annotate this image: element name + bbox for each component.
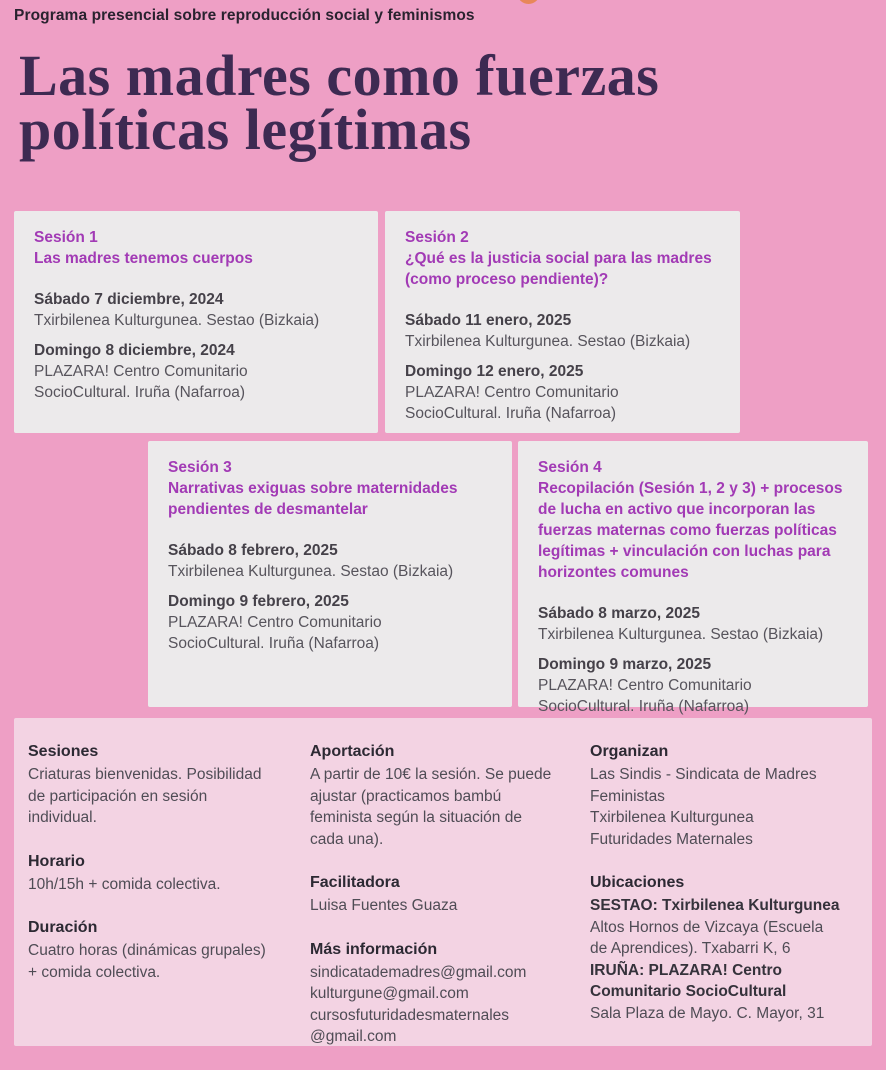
info-column-2 — [310, 741, 580, 1070]
info-column-1 — [28, 741, 300, 1070]
session-2-label: Sesión 2 — [405, 229, 469, 246]
page-title — [19, 43, 660, 162]
info-body: Criaturas bienvenidas. Posibilidad de participación en sesión individual. — [28, 766, 262, 826]
event-venue: PLAZARA! Centro Comunitario SocioCultural. Iruña (Nafarroa) — [538, 677, 752, 715]
info-block-horario — [28, 851, 300, 896]
info-block-facilitadora — [310, 872, 580, 917]
session-4-event-1 — [538, 603, 848, 645]
info-heading: Organizan — [590, 743, 669, 760]
event-venue: Txirbilenea Kulturgunea. Sestao (Bizkaia) — [34, 312, 320, 329]
session-card-2 — [385, 211, 740, 433]
info-body: Cuatro horas (dinámicas grupales) + comida colectiva. — [28, 942, 266, 981]
ubicacion-iruna-name: IRUÑA: PLAZARA! Centro Comunitario SocioCultural — [590, 961, 787, 1000]
session-3-event-1 — [168, 540, 492, 582]
info-body: A partir de 10€ la sesión. Se puede ajustar (practicamos bambú feminista según la situación de cada una). — [310, 766, 552, 848]
info-body: 10h/15h + comida colectiva. — [28, 875, 221, 893]
session-3-event-2 — [168, 591, 492, 654]
page-title-line-2: políticas legítimas — [19, 97, 472, 162]
event-date: Domingo 9 febrero, 2025 — [168, 593, 349, 610]
session-card-1 — [14, 211, 378, 433]
session-1-title: Las madres tenemos cuerpos — [34, 250, 253, 267]
session-3-label: Sesión 3 — [168, 459, 232, 476]
event-date: Sábado 8 marzo, 2025 — [538, 605, 700, 622]
event-date: Domingo 9 marzo, 2025 — [538, 656, 712, 673]
info-block-ubicaciones — [590, 872, 858, 1024]
event-venue: PLAZARA! Centro Comunitario SocioCultural. Iruña (Nafarroa) — [405, 384, 619, 422]
session-4-label: Sesión 4 — [538, 459, 602, 476]
info-heading: Más información — [310, 940, 438, 958]
session-3-title: Narrativas exiguas sobre maternidades pendientes de desmantelar — [168, 480, 458, 518]
event-venue: Txirbilenea Kulturgunea. Sestao (Bizkaia) — [538, 626, 824, 643]
session-1-label: Sesión 1 — [34, 229, 98, 246]
session-4-event-2 — [538, 654, 848, 717]
ubicacion-iruna-address: Sala Plaza de Mayo. C. Mayor, 31 — [590, 1004, 825, 1022]
event-date: Sábado 11 enero, 2025 — [405, 312, 572, 329]
info-block-sesiones — [28, 741, 300, 829]
session-1-event-2 — [34, 340, 358, 403]
session-2-title: ¿Qué es la justicia social para las madres (como proceso pendiente)? — [405, 250, 712, 288]
info-body: Luisa Fuentes Guaza — [310, 897, 458, 914]
info-body: Las Sindis - Sindicata de Madres Feministas Txirbilenea Kulturgunea Futuridades Maternales — [590, 766, 817, 848]
event-date: Sábado 7 diciembre, 2024 — [34, 291, 224, 308]
event-date: Sábado 8 febrero, 2025 — [168, 542, 338, 559]
info-block-aportacion — [310, 741, 580, 850]
info-block-organizan — [590, 741, 858, 850]
session-card-4 — [518, 441, 868, 715]
info-heading: Facilitadora — [310, 874, 400, 891]
orange-dot-decoration — [517, 0, 540, 4]
session-1-event-1 — [34, 289, 358, 331]
info-block-duracion — [28, 917, 300, 983]
info-heading: Horario — [28, 852, 85, 870]
event-venue: PLAZARA! Centro Comunitario SocioCultural. Iruña (Nafarroa) — [168, 614, 382, 652]
session-card-3 — [148, 441, 512, 707]
event-date: Domingo 12 enero, 2025 — [405, 363, 584, 380]
page-title-line-1: Las madres como fuerzas — [19, 43, 660, 108]
ubicacion-sestao-name: SESTAO: Txirbilenea Kulturgunea — [590, 897, 840, 914]
ubicacion-sestao-address: Altos Hornos de Vizcaya (Escuela de Aprendices). Txabarri K, 6 — [590, 918, 824, 957]
info-block-mas-informacion — [310, 939, 580, 1048]
event-venue: Txirbilenea Kulturgunea. Sestao (Bizkaia) — [168, 563, 454, 580]
session-2-event-2 — [405, 361, 720, 424]
session-2-event-1 — [405, 310, 720, 352]
info-heading: Ubicaciones — [590, 874, 685, 891]
info-panel — [14, 718, 872, 1046]
kicker-text: Programa presencial sobre reproducción social y feminismos — [14, 7, 475, 24]
info-emails: sindicatademadres@gmail.com kulturgune@gmail.com cursosfuturidadesmaternales @gmail.com — [310, 963, 527, 1045]
info-column-3 — [590, 741, 858, 1070]
session-4-title: Recopilación (Sesión 1, 2 y 3) + procesos de lucha en activo que incorporan las fuerzas maternas como fuerzas políticas legítimas + vinculación con luchas para horizontes comunes — [538, 480, 843, 581]
info-heading: Aportación — [310, 743, 395, 760]
info-heading: Sesiones — [28, 743, 99, 760]
event-date: Domingo 8 diciembre, 2024 — [34, 342, 235, 359]
event-venue: Txirbilenea Kulturgunea. Sestao (Bizkaia) — [405, 333, 691, 350]
info-heading: Duración — [28, 919, 98, 936]
event-venue: PLAZARA! Centro Comunitario SocioCultural. Iruña (Nafarroa) — [34, 363, 248, 401]
